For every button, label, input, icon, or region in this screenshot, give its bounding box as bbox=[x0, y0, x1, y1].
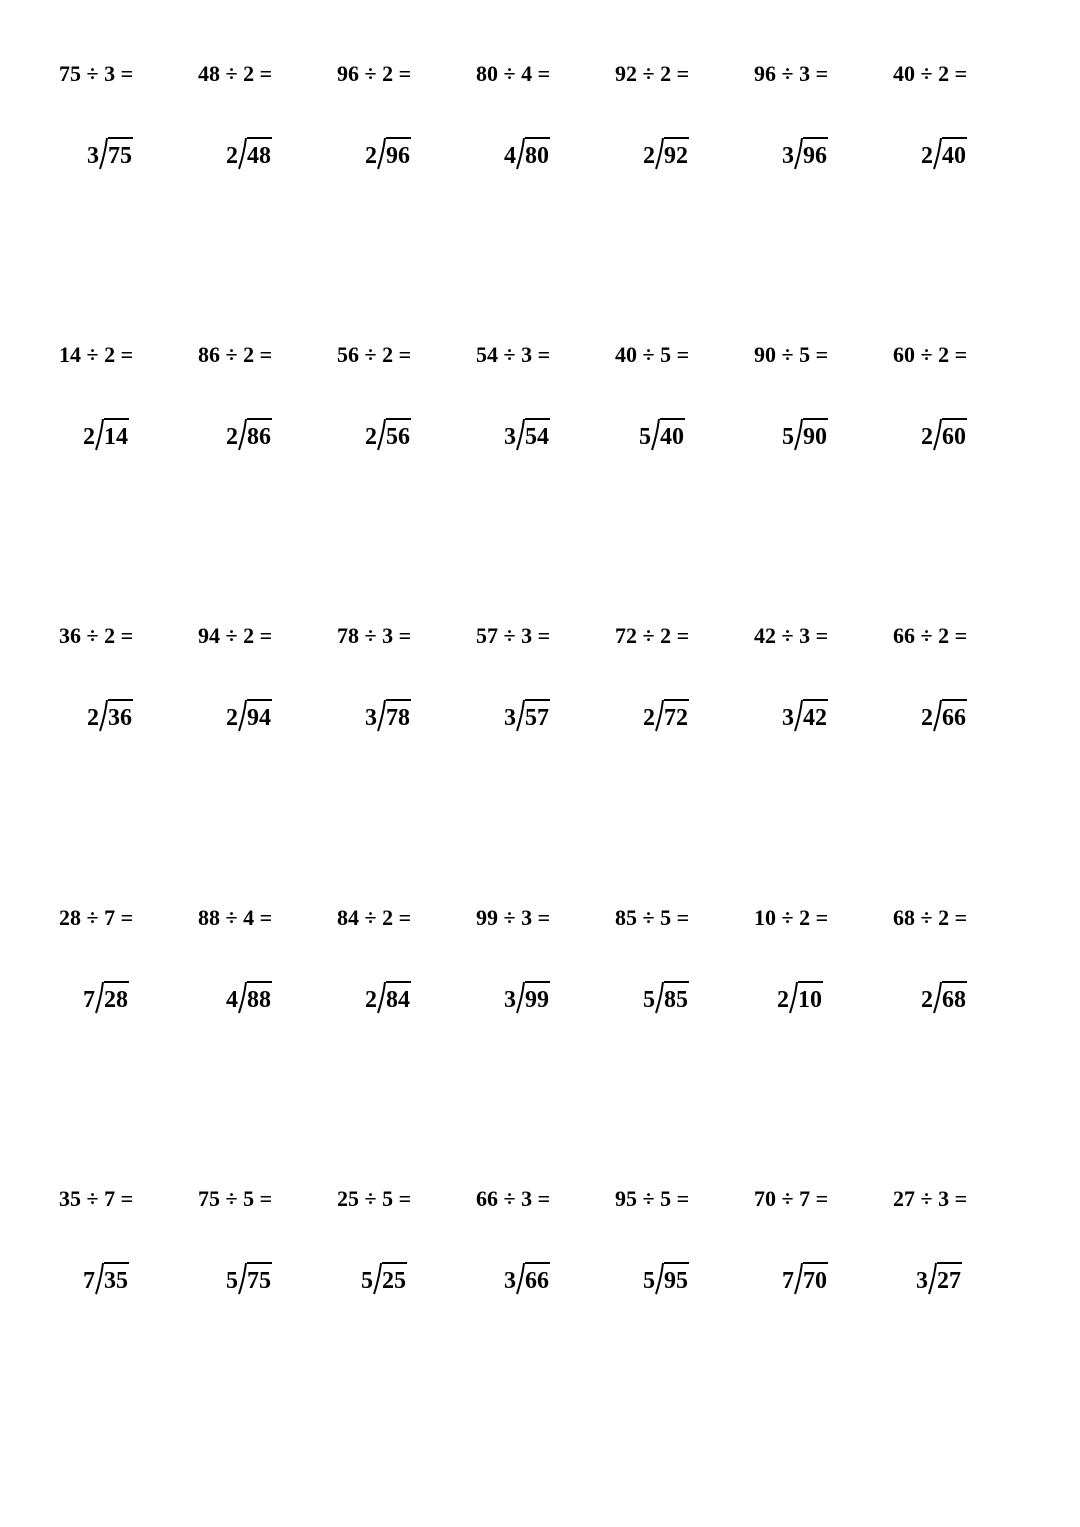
division-problem bbox=[198, 60, 328, 220]
division-problem bbox=[59, 60, 189, 220]
division-problem bbox=[754, 60, 884, 220]
division-bracket-icon bbox=[655, 137, 664, 171]
dividend: 88 bbox=[247, 981, 272, 1015]
division-problem bbox=[476, 60, 606, 220]
divisor: 2 bbox=[226, 424, 238, 450]
long-division-setup bbox=[921, 418, 967, 458]
division-bracket-icon bbox=[933, 981, 942, 1015]
division-equation: 40 ÷ 2 = bbox=[893, 61, 968, 86]
divisor: 3 bbox=[916, 1268, 928, 1294]
division-equation: 14 ÷ 2 = bbox=[59, 342, 134, 367]
division-equation: 10 ÷ 2 = bbox=[754, 905, 829, 930]
dividend: 90 bbox=[803, 418, 828, 452]
long-division-setup bbox=[87, 699, 133, 739]
division-equation: 88 ÷ 4 = bbox=[198, 905, 273, 930]
division-problem bbox=[754, 622, 884, 782]
problem-row bbox=[0, 904, 1080, 1064]
division-problem bbox=[615, 904, 745, 1064]
long-division-setup bbox=[643, 981, 689, 1021]
division-equation: 66 ÷ 2 = bbox=[893, 623, 968, 648]
long-division-setup bbox=[643, 137, 689, 177]
long-division-setup bbox=[226, 981, 272, 1021]
division-problem bbox=[59, 341, 189, 501]
divisor: 5 bbox=[226, 1268, 238, 1294]
divisor: 3 bbox=[782, 143, 794, 169]
divisor: 5 bbox=[639, 424, 651, 450]
long-division-setup bbox=[87, 137, 133, 177]
division-problem bbox=[198, 341, 328, 501]
division-equation: 60 ÷ 2 = bbox=[893, 342, 968, 367]
division-bracket-icon bbox=[377, 418, 386, 452]
divisor: 4 bbox=[504, 143, 516, 169]
division-equation: 95 ÷ 5 = bbox=[615, 1186, 690, 1211]
division-problem bbox=[198, 1185, 328, 1345]
dividend: 94 bbox=[247, 699, 272, 733]
dividend: 78 bbox=[386, 699, 411, 733]
dividend: 70 bbox=[803, 1262, 828, 1296]
dividend: 54 bbox=[525, 418, 550, 452]
division-equation: 94 ÷ 2 = bbox=[198, 623, 273, 648]
division-problem bbox=[615, 1185, 745, 1345]
dividend: 25 bbox=[382, 1262, 407, 1296]
long-division-setup bbox=[83, 418, 129, 458]
dividend: 72 bbox=[664, 699, 689, 733]
divisor: 2 bbox=[226, 143, 238, 169]
dividend: 84 bbox=[386, 981, 411, 1015]
divisor: 2 bbox=[921, 705, 933, 731]
divisor: 2 bbox=[921, 424, 933, 450]
division-equation: 54 ÷ 3 = bbox=[476, 342, 551, 367]
long-division-setup bbox=[643, 699, 689, 739]
division-problem bbox=[754, 341, 884, 501]
division-bracket-icon bbox=[933, 699, 942, 733]
division-bracket-icon bbox=[95, 981, 104, 1015]
long-division-setup bbox=[916, 1262, 962, 1302]
long-division-setup bbox=[226, 137, 272, 177]
problem-row bbox=[0, 622, 1080, 782]
division-problem bbox=[337, 622, 467, 782]
division-problem bbox=[59, 622, 189, 782]
problem-row bbox=[0, 1185, 1080, 1345]
divisor: 3 bbox=[504, 705, 516, 731]
division-equation: 27 ÷ 3 = bbox=[893, 1186, 968, 1211]
division-problem bbox=[198, 904, 328, 1064]
division-bracket-icon bbox=[655, 1262, 664, 1296]
divisor: 4 bbox=[226, 987, 238, 1013]
dividend: 95 bbox=[664, 1262, 689, 1296]
division-equation: 66 ÷ 3 = bbox=[476, 1186, 551, 1211]
division-equation: 28 ÷ 7 = bbox=[59, 905, 134, 930]
division-equation: 57 ÷ 3 = bbox=[476, 623, 551, 648]
division-problem bbox=[59, 904, 189, 1064]
long-division-setup bbox=[83, 981, 129, 1021]
division-equation: 36 ÷ 2 = bbox=[59, 623, 134, 648]
long-division-setup bbox=[365, 137, 411, 177]
division-bracket-icon bbox=[794, 418, 803, 452]
division-equation: 96 ÷ 2 = bbox=[337, 61, 412, 86]
long-division-setup bbox=[226, 1262, 272, 1302]
division-problem bbox=[754, 904, 884, 1064]
long-division-setup bbox=[777, 981, 823, 1021]
divisor: 7 bbox=[83, 987, 95, 1013]
divisor: 5 bbox=[361, 1268, 373, 1294]
division-bracket-icon bbox=[933, 418, 942, 452]
dividend: 68 bbox=[942, 981, 967, 1015]
problem-row bbox=[0, 60, 1080, 220]
division-bracket-icon bbox=[238, 418, 247, 452]
long-division-setup bbox=[782, 1262, 828, 1302]
long-division-setup bbox=[504, 1262, 550, 1302]
division-problem bbox=[615, 341, 745, 501]
divisor: 7 bbox=[83, 1268, 95, 1294]
division-equation: 84 ÷ 2 = bbox=[337, 905, 412, 930]
division-equation: 85 ÷ 5 = bbox=[615, 905, 690, 930]
divisor: 2 bbox=[643, 705, 655, 731]
division-equation: 40 ÷ 5 = bbox=[615, 342, 690, 367]
division-bracket-icon bbox=[516, 981, 525, 1015]
division-bracket-icon bbox=[516, 1262, 525, 1296]
division-problem bbox=[476, 622, 606, 782]
dividend: 96 bbox=[386, 137, 411, 171]
dividend: 66 bbox=[942, 699, 967, 733]
division-problem bbox=[754, 1185, 884, 1345]
divisor: 2 bbox=[365, 143, 377, 169]
long-division-setup bbox=[365, 699, 411, 739]
division-problem bbox=[198, 622, 328, 782]
long-division-setup bbox=[504, 981, 550, 1021]
dividend: 96 bbox=[803, 137, 828, 171]
dividend: 75 bbox=[108, 137, 133, 171]
division-bracket-icon bbox=[651, 418, 660, 452]
division-equation: 90 ÷ 5 = bbox=[754, 342, 829, 367]
divisor: 3 bbox=[504, 424, 516, 450]
divisor: 2 bbox=[87, 705, 99, 731]
dividend: 27 bbox=[937, 1262, 962, 1296]
division-bracket-icon bbox=[238, 137, 247, 171]
division-equation: 99 ÷ 3 = bbox=[476, 905, 551, 930]
division-problem bbox=[893, 341, 1023, 501]
division-equation: 75 ÷ 5 = bbox=[198, 1186, 273, 1211]
division-problem bbox=[476, 1185, 606, 1345]
divisor: 2 bbox=[921, 987, 933, 1013]
divisor: 3 bbox=[782, 705, 794, 731]
divisor: 2 bbox=[777, 987, 789, 1013]
dividend: 66 bbox=[525, 1262, 550, 1296]
division-problem bbox=[893, 60, 1023, 220]
division-bracket-icon bbox=[516, 418, 525, 452]
long-division-setup bbox=[226, 418, 272, 458]
division-bracket-icon bbox=[373, 1262, 382, 1296]
division-equation: 42 ÷ 3 = bbox=[754, 623, 829, 648]
long-division-setup bbox=[365, 418, 411, 458]
divisor: 5 bbox=[782, 424, 794, 450]
dividend: 10 bbox=[798, 981, 823, 1015]
division-problem bbox=[337, 341, 467, 501]
long-division-setup bbox=[921, 981, 967, 1021]
division-bracket-icon bbox=[516, 699, 525, 733]
long-division-setup bbox=[504, 699, 550, 739]
divisor: 2 bbox=[226, 705, 238, 731]
dividend: 92 bbox=[664, 137, 689, 171]
division-bracket-icon bbox=[655, 981, 664, 1015]
division-equation: 72 ÷ 2 = bbox=[615, 623, 690, 648]
divisor: 3 bbox=[365, 705, 377, 731]
division-bracket-icon bbox=[789, 981, 798, 1015]
division-bracket-icon bbox=[377, 137, 386, 171]
division-problem bbox=[893, 1185, 1023, 1345]
division-equation: 80 ÷ 4 = bbox=[476, 61, 551, 86]
problem-row bbox=[0, 341, 1080, 501]
division-bracket-icon bbox=[99, 699, 108, 733]
long-division-setup bbox=[921, 137, 967, 177]
division-equation: 48 ÷ 2 = bbox=[198, 61, 273, 86]
divisor: 2 bbox=[365, 424, 377, 450]
division-problem bbox=[893, 904, 1023, 1064]
dividend: 40 bbox=[942, 137, 967, 171]
division-bracket-icon bbox=[655, 699, 664, 733]
dividend: 57 bbox=[525, 699, 550, 733]
division-bracket-icon bbox=[238, 1262, 247, 1296]
division-problem bbox=[59, 1185, 189, 1345]
division-equation: 56 ÷ 2 = bbox=[337, 342, 412, 367]
dividend: 40 bbox=[660, 418, 685, 452]
dividend: 36 bbox=[108, 699, 133, 733]
long-division-setup bbox=[921, 699, 967, 739]
division-problem bbox=[476, 904, 606, 1064]
division-equation: 92 ÷ 2 = bbox=[615, 61, 690, 86]
divisor: 2 bbox=[921, 143, 933, 169]
dividend: 75 bbox=[247, 1262, 272, 1296]
division-problem bbox=[476, 341, 606, 501]
dividend: 14 bbox=[104, 418, 129, 452]
division-equation: 68 ÷ 2 = bbox=[893, 905, 968, 930]
long-division-setup bbox=[782, 699, 828, 739]
division-bracket-icon bbox=[933, 137, 942, 171]
long-division-setup bbox=[361, 1262, 407, 1302]
divisor: 2 bbox=[83, 424, 95, 450]
dividend: 56 bbox=[386, 418, 411, 452]
division-equation: 35 ÷ 7 = bbox=[59, 1186, 134, 1211]
division-equation: 75 ÷ 3 = bbox=[59, 61, 134, 86]
division-problem bbox=[337, 904, 467, 1064]
division-equation: 78 ÷ 3 = bbox=[337, 623, 412, 648]
long-division-setup bbox=[782, 418, 828, 458]
divisor: 3 bbox=[504, 1268, 516, 1294]
dividend: 85 bbox=[664, 981, 689, 1015]
division-bracket-icon bbox=[794, 699, 803, 733]
division-equation: 70 ÷ 7 = bbox=[754, 1186, 829, 1211]
divisor: 3 bbox=[504, 987, 516, 1013]
dividend: 60 bbox=[942, 418, 967, 452]
dividend: 86 bbox=[247, 418, 272, 452]
long-division-setup bbox=[83, 1262, 129, 1302]
divisor: 2 bbox=[643, 143, 655, 169]
division-bracket-icon bbox=[377, 699, 386, 733]
long-division-setup bbox=[782, 137, 828, 177]
division-problem bbox=[893, 622, 1023, 782]
division-problem bbox=[337, 60, 467, 220]
long-division-setup bbox=[639, 418, 685, 458]
division-bracket-icon bbox=[377, 981, 386, 1015]
long-division-setup bbox=[504, 418, 550, 458]
long-division-setup bbox=[643, 1262, 689, 1302]
dividend: 99 bbox=[525, 981, 550, 1015]
division-bracket-icon bbox=[95, 1262, 104, 1296]
long-division-setup bbox=[504, 137, 550, 177]
division-bracket-icon bbox=[516, 137, 525, 171]
division-problem bbox=[615, 60, 745, 220]
dividend: 28 bbox=[104, 981, 129, 1015]
dividend: 35 bbox=[104, 1262, 129, 1296]
division-problem bbox=[337, 1185, 467, 1345]
division-equation: 25 ÷ 5 = bbox=[337, 1186, 412, 1211]
divisor: 2 bbox=[365, 987, 377, 1013]
division-bracket-icon bbox=[928, 1262, 937, 1296]
division-equation: 96 ÷ 3 = bbox=[754, 61, 829, 86]
divisor: 5 bbox=[643, 1268, 655, 1294]
dividend: 42 bbox=[803, 699, 828, 733]
division-bracket-icon bbox=[238, 699, 247, 733]
division-problem bbox=[615, 622, 745, 782]
dividend: 48 bbox=[247, 137, 272, 171]
dividend: 80 bbox=[525, 137, 550, 171]
long-division-setup bbox=[226, 699, 272, 739]
division-bracket-icon bbox=[95, 418, 104, 452]
divisor: 3 bbox=[87, 143, 99, 169]
division-bracket-icon bbox=[99, 137, 108, 171]
long-division-setup bbox=[365, 981, 411, 1021]
division-bracket-icon bbox=[794, 1262, 803, 1296]
division-bracket-icon bbox=[238, 981, 247, 1015]
division-equation: 86 ÷ 2 = bbox=[198, 342, 273, 367]
divisor: 5 bbox=[643, 987, 655, 1013]
division-bracket-icon bbox=[794, 137, 803, 171]
divisor: 7 bbox=[782, 1268, 794, 1294]
